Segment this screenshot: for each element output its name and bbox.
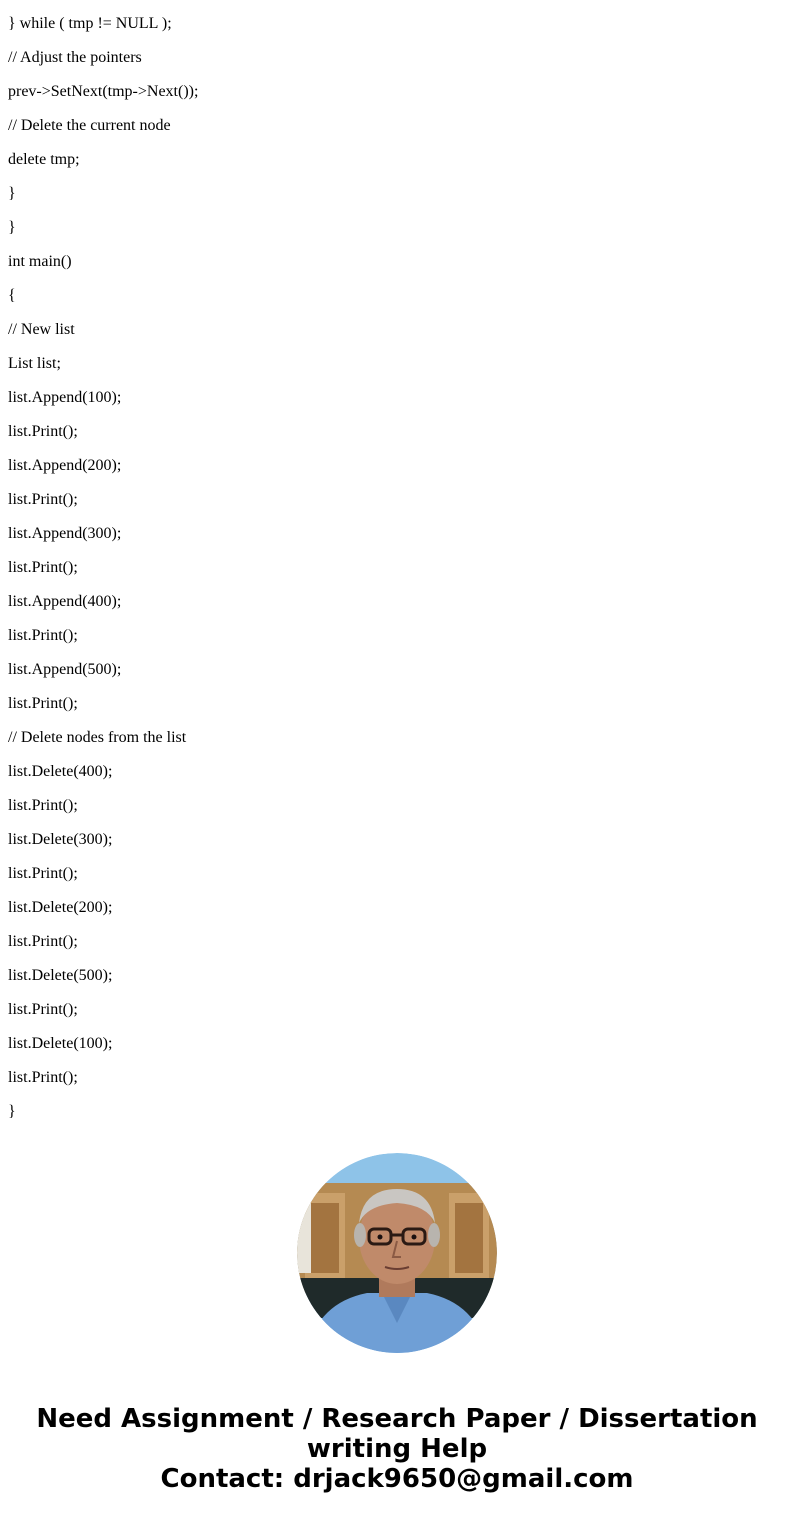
code-line: list.Delete(400); bbox=[8, 763, 113, 780]
promo-contact: Contact: drjack9650@gmail.com bbox=[160, 1464, 634, 1494]
code-line: } bbox=[8, 1103, 16, 1120]
code-line: int main() bbox=[8, 253, 72, 270]
code-line: list.Print(); bbox=[8, 627, 78, 644]
author-avatar bbox=[297, 1153, 497, 1353]
code-line: list.Print(); bbox=[8, 491, 78, 508]
code-line: } bbox=[8, 219, 16, 236]
code-line: list.Append(200); bbox=[8, 457, 122, 474]
code-line: { bbox=[8, 287, 16, 304]
author-photo-icon bbox=[297, 1153, 497, 1353]
code-line: list.Append(400); bbox=[8, 593, 122, 610]
code-line: list.Print(); bbox=[8, 423, 78, 440]
promo-headline: Need Assignment / Research Paper / Dissertation bbox=[36, 1404, 758, 1434]
code-line: list.Delete(300); bbox=[8, 831, 113, 848]
code-line: delete tmp; bbox=[8, 151, 80, 168]
code-line: list.Delete(500); bbox=[8, 967, 113, 984]
code-line: // Delete nodes from the list bbox=[8, 729, 187, 746]
code-listing bbox=[8, 15, 768, 1137]
code-line: list.Print(); bbox=[8, 559, 78, 576]
code-line: list.Delete(200); bbox=[8, 899, 113, 916]
code-line: list.Delete(100); bbox=[8, 1035, 113, 1052]
promo-banner bbox=[0, 1404, 794, 1494]
code-line: } bbox=[8, 185, 16, 202]
promo-subheadline: writing Help bbox=[306, 1434, 488, 1464]
code-line: list.Print(); bbox=[8, 933, 78, 950]
code-line: // Adjust the pointers bbox=[8, 49, 142, 66]
code-line: list.Print(); bbox=[8, 1069, 78, 1086]
code-line: List list; bbox=[8, 355, 61, 372]
code-line: list.Print(); bbox=[8, 1001, 78, 1018]
code-line: list.Append(100); bbox=[8, 389, 122, 406]
code-line: list.Append(500); bbox=[8, 661, 122, 678]
code-line: } while ( tmp != NULL ); bbox=[8, 15, 172, 32]
code-line: list.Print(); bbox=[8, 695, 78, 712]
code-line: // New list bbox=[8, 321, 75, 338]
code-line: // Delete the current node bbox=[8, 117, 171, 134]
code-line: list.Print(); bbox=[8, 797, 78, 814]
code-line: list.Print(); bbox=[8, 865, 78, 882]
code-line: list.Append(300); bbox=[8, 525, 122, 542]
code-line: prev->SetNext(tmp->Next()); bbox=[8, 83, 199, 100]
